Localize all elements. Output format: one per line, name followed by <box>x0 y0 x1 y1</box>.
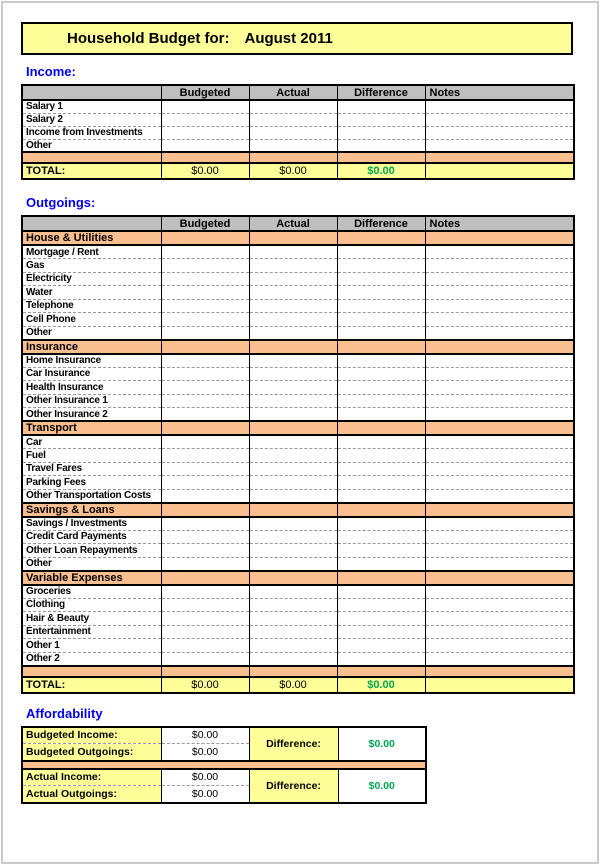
input-cell-notes[interactable] <box>425 394 574 408</box>
col-header-notes: Notes <box>425 216 574 231</box>
page-title-label: Household Budget for: <box>67 30 230 47</box>
input-cell-actual[interactable] <box>249 435 337 449</box>
section-fill-cell-actual <box>249 503 337 517</box>
input-cell-difference[interactable] <box>337 462 425 476</box>
row-label: Income from Investments <box>22 126 161 139</box>
input-cell-notes[interactable] <box>425 286 574 300</box>
budget-row <box>22 272 574 286</box>
budget-row <box>22 381 574 395</box>
affordability-section-title: Affordability <box>26 705 103 721</box>
spacer-cell <box>249 152 337 163</box>
affordability-label: Actual Outgoings: <box>22 786 161 803</box>
input-cell-actual[interactable] <box>249 326 337 340</box>
input-cell-difference[interactable] <box>337 449 425 463</box>
input-cell-budgeted[interactable] <box>161 326 249 340</box>
input-cell-difference[interactable] <box>337 126 425 139</box>
input-cell-actual[interactable] <box>249 530 337 544</box>
input-cell-budgeted[interactable] <box>161 639 249 653</box>
input-cell-difference[interactable] <box>337 585 425 599</box>
total-notes <box>425 163 574 179</box>
budget-row <box>22 612 574 626</box>
input-cell-budgeted[interactable] <box>161 313 249 327</box>
input-cell-actual[interactable] <box>249 557 337 571</box>
input-cell-actual[interactable] <box>249 286 337 300</box>
row-label: Groceries <box>22 585 161 599</box>
category-section-label: Transport <box>22 421 161 435</box>
input-cell-actual[interactable] <box>249 394 337 408</box>
row-label: Home Insurance <box>22 354 161 368</box>
input-cell-actual[interactable] <box>249 245 337 259</box>
total-difference: $0.00 <box>337 163 425 179</box>
row-label: Credit Card Payments <box>22 530 161 544</box>
budget-row <box>22 598 574 612</box>
input-cell-budgeted[interactable] <box>161 530 249 544</box>
budget-row <box>22 126 574 139</box>
input-cell-actual[interactable] <box>249 259 337 273</box>
input-cell-difference[interactable] <box>337 326 425 340</box>
input-cell-budgeted[interactable] <box>161 476 249 490</box>
input-cell-notes[interactable] <box>425 449 574 463</box>
section-fill-cell-difference <box>337 503 425 517</box>
total-actual: $0.00 <box>249 163 337 179</box>
input-cell-difference[interactable] <box>337 652 425 666</box>
affordability-label: Budgeted Income: <box>22 727 161 744</box>
spacer-cell <box>22 152 161 163</box>
input-cell-notes[interactable] <box>425 245 574 259</box>
affordability-table <box>21 726 427 804</box>
input-cell-notes[interactable] <box>425 625 574 639</box>
input-cell-notes[interactable] <box>425 557 574 571</box>
input-cell-notes[interactable] <box>425 476 574 490</box>
category-section-row <box>22 340 574 354</box>
input-cell-difference[interactable] <box>337 476 425 490</box>
input-cell-budgeted[interactable] <box>161 113 249 126</box>
section-fill-cell-actual <box>249 231 337 245</box>
input-cell-actual[interactable] <box>249 476 337 490</box>
row-label: Health Insurance <box>22 381 161 395</box>
input-cell-difference[interactable] <box>337 272 425 286</box>
input-cell-budgeted[interactable] <box>161 354 249 368</box>
budget-row <box>22 113 574 126</box>
budget-row <box>22 394 574 408</box>
outgoings-section-title: Outgoings: <box>26 195 96 210</box>
budget-row <box>22 489 574 503</box>
row-label: Parking Fees <box>22 476 161 490</box>
row-label: Clothing <box>22 598 161 612</box>
input-cell-budgeted[interactable] <box>161 462 249 476</box>
category-section-row <box>22 503 574 517</box>
row-label: Other <box>22 557 161 571</box>
page-title-month: August 2011 <box>244 30 333 47</box>
spacer-cell <box>161 666 249 677</box>
input-cell-actual[interactable] <box>249 139 337 152</box>
corner-cell <box>22 85 161 100</box>
input-cell-budgeted[interactable] <box>161 408 249 422</box>
spacer-row <box>22 666 574 677</box>
input-cell-notes[interactable] <box>425 100 574 113</box>
input-cell-budgeted[interactable] <box>161 557 249 571</box>
affordability-spacer-cell <box>22 761 426 769</box>
col-header-actual: Actual <box>249 216 337 231</box>
difference-label: Difference: <box>249 769 338 803</box>
input-cell-notes[interactable] <box>425 489 574 503</box>
input-cell-budgeted[interactable] <box>161 259 249 273</box>
input-cell-budgeted[interactable] <box>161 394 249 408</box>
input-cell-actual[interactable] <box>249 449 337 463</box>
input-cell-notes[interactable] <box>425 517 574 531</box>
input-cell-budgeted[interactable] <box>161 126 249 139</box>
input-cell-difference[interactable] <box>337 557 425 571</box>
spacer-row <box>22 152 574 163</box>
row-label: Water <box>22 286 161 300</box>
input-cell-actual[interactable] <box>249 408 337 422</box>
affordability-label: Actual Income: <box>22 769 161 786</box>
input-cell-notes[interactable] <box>425 272 574 286</box>
total-row <box>22 163 574 179</box>
page-title <box>21 22 573 55</box>
row-label: Car Insurance <box>22 367 161 381</box>
input-cell-difference[interactable] <box>337 639 425 653</box>
input-cell-difference[interactable] <box>337 354 425 368</box>
section-fill-cell-budgeted <box>161 340 249 354</box>
income-table <box>21 84 575 180</box>
input-cell-difference[interactable] <box>337 517 425 531</box>
input-cell-budgeted[interactable] <box>161 544 249 558</box>
table-header-row <box>22 216 574 231</box>
budget-row <box>22 259 574 273</box>
row-label: Cell Phone <box>22 313 161 327</box>
budget-row <box>22 639 574 653</box>
input-cell-actual[interactable] <box>249 272 337 286</box>
corner-cell <box>22 216 161 231</box>
input-cell-notes[interactable] <box>425 435 574 449</box>
input-cell-actual[interactable] <box>249 381 337 395</box>
category-section-label: Savings & Loans <box>22 503 161 517</box>
input-cell-budgeted[interactable] <box>161 435 249 449</box>
input-cell-actual[interactable] <box>249 652 337 666</box>
total-row <box>22 677 574 693</box>
section-fill-cell-notes <box>425 571 574 585</box>
input-cell-difference[interactable] <box>337 612 425 626</box>
col-header-notes: Notes <box>425 85 574 100</box>
affordability-row <box>22 727 426 744</box>
input-cell-difference[interactable] <box>337 100 425 113</box>
section-fill-cell-difference <box>337 231 425 245</box>
section-fill-cell-actual <box>249 421 337 435</box>
input-cell-notes[interactable] <box>425 530 574 544</box>
affordability-value: $0.00 <box>161 727 249 744</box>
spacer-cell <box>337 666 425 677</box>
row-label: Mortgage / Rent <box>22 245 161 259</box>
budget-row <box>22 408 574 422</box>
difference-label: Difference: <box>249 727 338 761</box>
spacer-cell <box>22 666 161 677</box>
spacer-cell <box>161 152 249 163</box>
input-cell-budgeted[interactable] <box>161 517 249 531</box>
input-cell-actual[interactable] <box>249 126 337 139</box>
budget-row <box>22 286 574 300</box>
input-cell-budgeted[interactable] <box>161 598 249 612</box>
section-fill-cell-difference <box>337 571 425 585</box>
input-cell-actual[interactable] <box>249 462 337 476</box>
budget-row <box>22 100 574 113</box>
input-cell-actual[interactable] <box>249 100 337 113</box>
input-cell-difference[interactable] <box>337 625 425 639</box>
row-label: Other 2 <box>22 652 161 666</box>
input-cell-actual[interactable] <box>249 612 337 626</box>
budget-row <box>22 585 574 599</box>
input-cell-actual[interactable] <box>249 367 337 381</box>
section-fill-cell-difference <box>337 421 425 435</box>
affordability-value: $0.00 <box>161 769 249 786</box>
input-cell-notes[interactable] <box>425 299 574 313</box>
budget-row <box>22 557 574 571</box>
input-cell-actual[interactable] <box>249 585 337 599</box>
income-section-title: Income: <box>26 64 76 79</box>
col-header-actual: Actual <box>249 85 337 100</box>
row-label: Salary 2 <box>22 113 161 126</box>
input-cell-actual[interactable] <box>249 489 337 503</box>
row-label: Other <box>22 326 161 340</box>
spacer-cell <box>249 666 337 677</box>
budget-row <box>22 530 574 544</box>
row-label: Savings / Investments <box>22 517 161 531</box>
input-cell-actual[interactable] <box>249 625 337 639</box>
difference-value: $0.00 <box>338 769 426 803</box>
input-cell-budgeted[interactable] <box>161 612 249 626</box>
total-notes <box>425 677 574 693</box>
affordability-value: $0.00 <box>161 786 249 803</box>
budget-row <box>22 367 574 381</box>
row-label: Other 1 <box>22 639 161 653</box>
total-actual: $0.00 <box>249 677 337 693</box>
section-fill-cell-notes <box>425 503 574 517</box>
input-cell-actual[interactable] <box>249 517 337 531</box>
input-cell-budgeted[interactable] <box>161 299 249 313</box>
input-cell-actual[interactable] <box>249 639 337 653</box>
input-cell-notes[interactable] <box>425 354 574 368</box>
affordability-label: Budgeted Outgoings: <box>22 744 161 761</box>
category-section-row <box>22 421 574 435</box>
row-label: Hair & Beauty <box>22 612 161 626</box>
section-fill-cell-budgeted <box>161 231 249 245</box>
input-cell-notes[interactable] <box>425 139 574 152</box>
budget-row <box>22 245 574 259</box>
input-cell-budgeted[interactable] <box>161 100 249 113</box>
input-cell-difference[interactable] <box>337 408 425 422</box>
budget-row <box>22 476 574 490</box>
input-cell-difference[interactable] <box>337 286 425 300</box>
affordability-row <box>22 769 426 786</box>
input-cell-notes[interactable] <box>425 367 574 381</box>
input-cell-difference[interactable] <box>337 367 425 381</box>
section-fill-cell-notes <box>425 421 574 435</box>
input-cell-actual[interactable] <box>249 299 337 313</box>
total-difference: $0.00 <box>337 677 425 693</box>
input-cell-notes[interactable] <box>425 259 574 273</box>
budget-row <box>22 449 574 463</box>
section-fill-cell-difference <box>337 340 425 354</box>
input-cell-notes[interactable] <box>425 113 574 126</box>
input-cell-notes[interactable] <box>425 598 574 612</box>
input-cell-notes[interactable] <box>425 544 574 558</box>
row-label: Salary 1 <box>22 100 161 113</box>
input-cell-difference[interactable] <box>337 530 425 544</box>
row-label: Other Insurance 1 <box>22 394 161 408</box>
row-label: Other Transportation Costs <box>22 489 161 503</box>
input-cell-notes[interactable] <box>425 126 574 139</box>
budget-row <box>22 313 574 327</box>
row-label: Car <box>22 435 161 449</box>
page-content <box>21 22 573 804</box>
budget-row <box>22 544 574 558</box>
budget-row <box>22 435 574 449</box>
row-label: Other Insurance 2 <box>22 408 161 422</box>
input-cell-budgeted[interactable] <box>161 381 249 395</box>
input-cell-notes[interactable] <box>425 612 574 626</box>
spacer-cell <box>425 666 574 677</box>
spacer-cell <box>425 152 574 163</box>
col-header-budgeted: Budgeted <box>161 85 249 100</box>
section-fill-cell-budgeted <box>161 571 249 585</box>
input-cell-difference[interactable] <box>337 313 425 327</box>
input-cell-budgeted[interactable] <box>161 489 249 503</box>
input-cell-difference[interactable] <box>337 139 425 152</box>
input-cell-notes[interactable] <box>425 639 574 653</box>
budget-row <box>22 517 574 531</box>
row-label: Telephone <box>22 299 161 313</box>
budget-row <box>22 139 574 152</box>
input-cell-actual[interactable] <box>249 354 337 368</box>
input-cell-budgeted[interactable] <box>161 245 249 259</box>
row-label: Gas <box>22 259 161 273</box>
input-cell-actual[interactable] <box>249 544 337 558</box>
input-cell-difference[interactable] <box>337 245 425 259</box>
input-cell-actual[interactable] <box>249 598 337 612</box>
row-label: Electricity <box>22 272 161 286</box>
section-fill-cell-notes <box>425 231 574 245</box>
section-fill-cell-budgeted <box>161 503 249 517</box>
total-label: TOTAL: <box>22 677 161 693</box>
input-cell-notes[interactable] <box>425 408 574 422</box>
input-cell-difference[interactable] <box>337 394 425 408</box>
input-cell-difference[interactable] <box>337 435 425 449</box>
col-header-difference: Difference <box>337 85 425 100</box>
input-cell-difference[interactable] <box>337 598 425 612</box>
input-cell-actual[interactable] <box>249 313 337 327</box>
input-cell-notes[interactable] <box>425 313 574 327</box>
input-cell-budgeted[interactable] <box>161 652 249 666</box>
category-section-label: House & Utilities <box>22 231 161 245</box>
affordability-spacer-row <box>22 761 426 769</box>
difference-value: $0.00 <box>338 727 426 761</box>
input-cell-budgeted[interactable] <box>161 272 249 286</box>
budget-row <box>22 625 574 639</box>
input-cell-notes[interactable] <box>425 326 574 340</box>
input-cell-budgeted[interactable] <box>161 139 249 152</box>
section-fill-cell-budgeted <box>161 421 249 435</box>
outgoings-table <box>21 215 575 694</box>
row-label: Other <box>22 139 161 152</box>
input-cell-notes[interactable] <box>425 381 574 395</box>
section-fill-cell-actual <box>249 571 337 585</box>
input-cell-budgeted[interactable] <box>161 449 249 463</box>
budget-row <box>22 652 574 666</box>
input-cell-difference[interactable] <box>337 544 425 558</box>
category-section-label: Insurance <box>22 340 161 354</box>
input-cell-difference[interactable] <box>337 381 425 395</box>
row-label: Fuel <box>22 449 161 463</box>
input-cell-difference[interactable] <box>337 299 425 313</box>
budget-row <box>22 354 574 368</box>
category-section-row <box>22 231 574 245</box>
col-header-budgeted: Budgeted <box>161 216 249 231</box>
table-header-row <box>22 85 574 100</box>
total-budgeted: $0.00 <box>161 163 249 179</box>
input-cell-budgeted[interactable] <box>161 367 249 381</box>
budget-row <box>22 326 574 340</box>
budget-row <box>22 462 574 476</box>
total-label: TOTAL: <box>22 163 161 179</box>
input-cell-notes[interactable] <box>425 652 574 666</box>
budget-row <box>22 299 574 313</box>
input-cell-budgeted[interactable] <box>161 625 249 639</box>
spacer-cell <box>337 152 425 163</box>
total-budgeted: $0.00 <box>161 677 249 693</box>
input-cell-actual[interactable] <box>249 113 337 126</box>
input-cell-difference[interactable] <box>337 259 425 273</box>
input-cell-budgeted[interactable] <box>161 286 249 300</box>
input-cell-budgeted[interactable] <box>161 585 249 599</box>
input-cell-notes[interactable] <box>425 585 574 599</box>
section-fill-cell-notes <box>425 340 574 354</box>
input-cell-notes[interactable] <box>425 462 574 476</box>
row-label: Entertainment <box>22 625 161 639</box>
row-label: Other Loan Repayments <box>22 544 161 558</box>
category-section-label: Variable Expenses <box>22 571 161 585</box>
input-cell-difference[interactable] <box>337 489 425 503</box>
category-section-row <box>22 571 574 585</box>
col-header-difference: Difference <box>337 216 425 231</box>
affordability-value: $0.00 <box>161 744 249 761</box>
input-cell-difference[interactable] <box>337 113 425 126</box>
section-fill-cell-actual <box>249 340 337 354</box>
row-label: Travel Fares <box>22 462 161 476</box>
